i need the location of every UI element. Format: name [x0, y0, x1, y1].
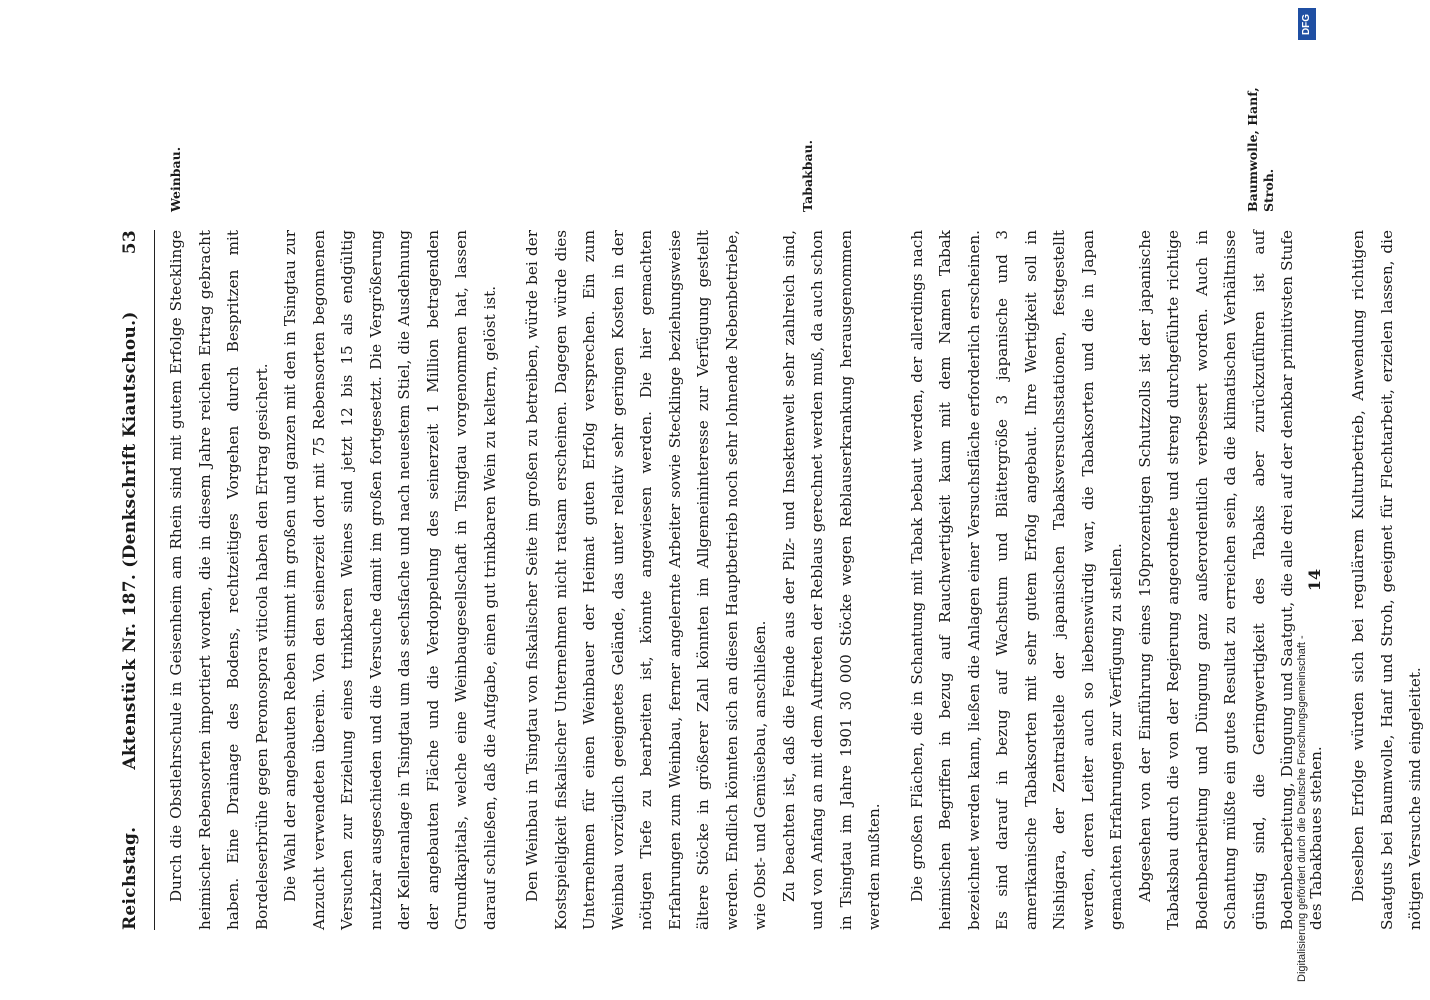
- running-header: [120, 230, 155, 930]
- body-text: [162, 230, 1430, 930]
- paragraph: Die Wahl der angebauten Reben stimmt im großen und ganzen mit den in Tsingtau zur Anzucht verwendeten überein. Von den seinerzeit dort mit 75 Rebensorten begonnenen Versuchen zur Erzielung eines trinkbaren Weines sind jetzt 12 bis 15 als endgültig nutzbar ausgeschieden und die Versuche damit im großen fortgesetzt. Die Vergrößerung der Kelleranlage in Tsingtau um das sechsfache und nach neuestem Stiel, die Ausdehnung der angebauten Fläche und die Verdoppelung des seinerzeit 1 Million betragenden Grundkapitals, welche eine Weinbaugesellschaft in Tsingtau vorgenommen hat, lassen darauf schließen, daß die Aufgabe, einen gut trinkbaren Wein zu keltern, gelöst ist.: [281, 230, 499, 930]
- digitization-credit-text: Digitalisierung gefördert durch die Deutsche Forschungsgemeinschaft -: [1296, 635, 1308, 982]
- margin-note-weinbau: Weinbau.: [168, 146, 183, 212]
- paragraph: Den Weinbau in Tsingtau von fiskalischer Seite im großen zu betreiben, würde bei der Kostspieligkeit fiskalischer Unternehmen nicht ratsam erscheinen. Dagegen würde dies Unternehmen für einen Weinbauer der Heimat guten Erfolg versprechen. Ein zum Weinbau vorzüglich geeignetes Gelände, das unter relativ sehr geringen Kosten in der nötigen Tiefe zu bearbeiten ist, könnte angewiesen werden. Die hier gemachten Erfahrungen zum Weinbau, ferner angelernte Arbeiter sowie Stecklinge beziehungsweise ältere Stöcke in größerer Zahl könnten im Allgemeininteresse zur Verfügung gestellt werden. Endlich könnten sich an diesen Hauptbetrieb noch sehr lohnende Nebenbetriebe, wie Obst- und Gemüsebau, anschließen.: [523, 230, 769, 930]
- paragraph: Abgesehen von der Einführung eines 150prozentigen Schutzzolls ist der japanische Tabaksbau durch die von der Regierung angeordnete und streng durchgeführte richtige Bodenbearbeitung und Düngung ganz außerordentlich verbessert worden. Auch in Schantung müßte ein gutes Resultat zu erreichen sein, da die klimatischen Verhältnisse günstig sind, die Geringwertigkeit des Tabaks aber zurückzuführen ist auf Bodenbearbeitung, Düngung und Saatgut, die alle drei auf der denkbar primitivsten Stufe des Tabakbaues stehen.: [1135, 230, 1325, 930]
- header-left: Reichstag.: [120, 826, 140, 930]
- paragraph: Durch die Obstlehrschule in Geisenheim am Rhein sind mit gutem Erfolge Stecklinge heimischer Rebensorten importiert worden, die in diesem Jahre reichen Ertrag gebracht haben. Eine Drainage des Bodens, rechtzeitiges Vorgehen durch Bespritzen mit Bordeleserbrühe gegen Peronospora viticola haben den Ertrag gesichert.: [167, 230, 271, 930]
- paragraph: Zu beachten ist, daß die Feinde aus der Pilz- und Insektenwelt sehr zahlreich sind, und von Anfang an mit dem Auftreten der Reblaus gerechnet werden muß, da auch schon in Tsingtau im Jahre 1901 30 000 Stöcke wegen Reblauserkrankung herausgenommen werden mußten.: [779, 230, 883, 930]
- dfg-logo-icon: DFG: [1298, 8, 1316, 40]
- paragraph: Die großen Flächen, die in Schantung mit Tabak bebaut werden, der allerdings nach heimischen Begriffen in bezug auf Rauchwertigkeit kaum mit dem Namen Tabak bezeichnet werden kann, ließen die Anlagen einer Versuchsfläche erforderlich erscheinen. Es sind darauf in bezug auf Wachstum und Blättergröße 3 japanische und 3 amerikanische Tabaksorten mit sehr gutem Erfolg angebaut. Ihre Wertigkeit soll in Nishigara, der Zentralstelle der japanischen Tabaksversuchsstationen, festgestellt werden, deren Leiter auch so liebenswürdig war, die Tabaksorten und die in Japan gemachten Erfahrungen zur Verfügung zu stellen.: [907, 230, 1125, 930]
- header-page-number: 53: [120, 230, 140, 255]
- margin-note-baumwolle: Baumwolle, Hanf, Stroh.: [1245, 87, 1276, 212]
- sheet-number: 14: [1305, 568, 1324, 592]
- paragraph: Dieselben Erfolge würden sich bei regulärem Kulturbetrieb, Anwendung richtigen Saatguts bei Baumwolle, Hanf und Stroh, geeignet für Flechtarbeit, erzielen lassen, die nötigen Versuche sind eingeleitet.: [1349, 230, 1424, 930]
- margin-note-tabakbau: Tabakbau.: [800, 140, 815, 212]
- digitization-credit: [1292, 10, 1312, 990]
- rotated-page: [110, 70, 1424, 930]
- header-title: Aktenstück Nr. 187. (Denkschrift Kiautschou.): [120, 311, 140, 770]
